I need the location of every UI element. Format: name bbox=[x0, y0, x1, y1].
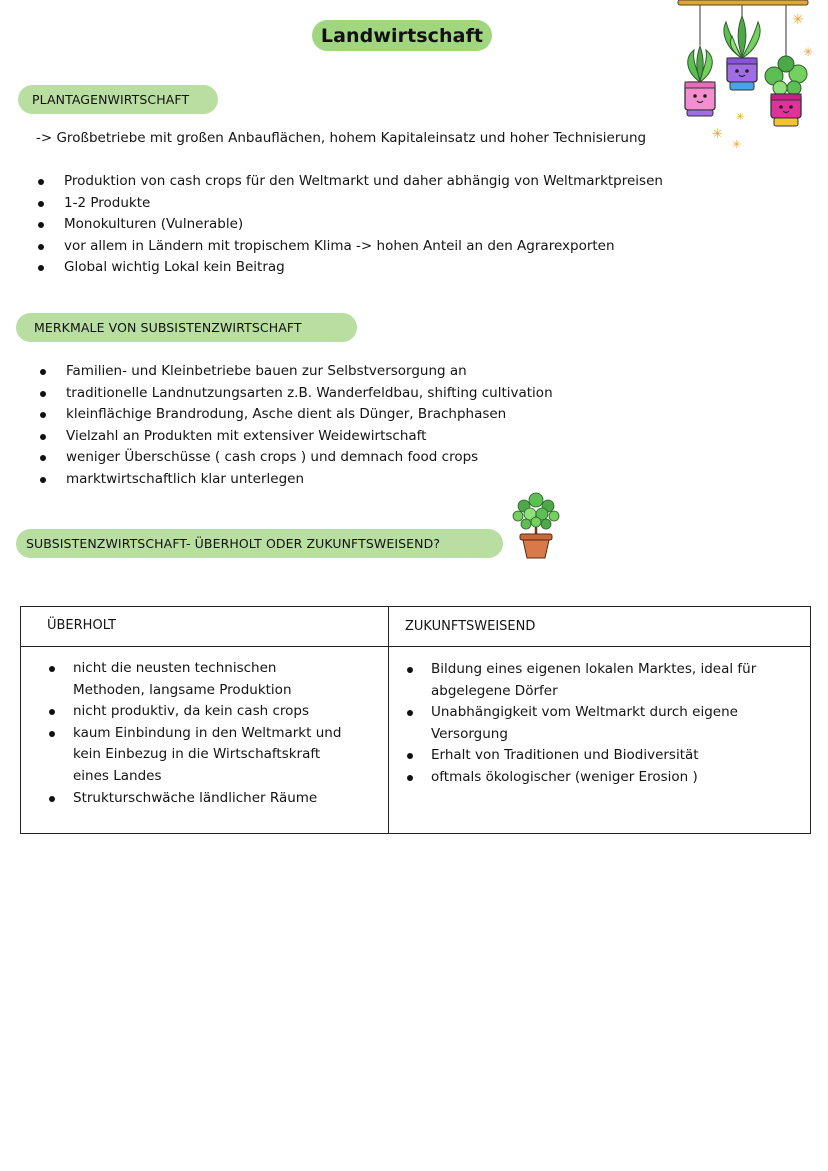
svg-text:✳: ✳ bbox=[712, 127, 723, 142]
svg-text:✳: ✳ bbox=[732, 138, 742, 150]
comparison-table bbox=[20, 606, 811, 834]
svg-text:✳: ✳ bbox=[792, 12, 804, 28]
svg-text:✳: ✳ bbox=[803, 45, 814, 59]
list-item: Strukturschwäche ländlicher Räume bbox=[49, 788, 349, 810]
list-item: weniger Überschüsse ( cash crops ) und demnach food crops bbox=[38, 447, 553, 469]
list-item: Produktion von cash crops für den Weltmarkt und daher abhängig von Weltmarktpreisen bbox=[36, 171, 663, 193]
list-item: Unabhängigkeit vom Weltmarkt durch eigene Versorgung bbox=[407, 702, 757, 745]
list-item: Vielzahl an Produkten mit extensiver Weidewirtschaft bbox=[38, 426, 553, 448]
list-item: Monokulturen (Vulnerable) bbox=[36, 214, 663, 236]
svg-text:✳: ✳ bbox=[736, 112, 745, 123]
section-heading-subsistenz: MERKMALE VON SUBSISTENZWIRTSCHAFT bbox=[16, 313, 357, 342]
list-item: Familien- und Kleinbetriebe bauen zur Selbstversorgung an bbox=[38, 361, 553, 383]
column-header-ueberholt: ÜBERHOLT bbox=[47, 618, 117, 633]
list-item: Bildung eines eigenen lokalen Marktes, ideal für abgelegene Dörfer bbox=[407, 659, 757, 702]
zukunftsweisend-list bbox=[407, 659, 757, 789]
header-divider bbox=[21, 646, 810, 647]
potted-tree-icon bbox=[508, 490, 564, 562]
list-item: kleinflächige Brandrodung, Asche dient als Dünger, Brachphasen bbox=[38, 404, 553, 426]
list-item: traditionelle Landnutzungsarten z.B. Wanderfeldbau, shifting cultivation bbox=[38, 383, 553, 405]
list-item: vor allem in Ländern mit tropischem Klima -> hohen Anteil an den Agrarexporten bbox=[36, 236, 663, 258]
list-item: Global wichtig Lokal kein Beitrag bbox=[36, 257, 663, 279]
page-title: Landwirtschaft bbox=[312, 20, 492, 51]
column-divider bbox=[388, 607, 389, 833]
subsistenz-list bbox=[38, 361, 553, 491]
list-item: oftmals ökologischer (weniger Erosion ) bbox=[407, 767, 757, 789]
plantagen-list bbox=[36, 171, 663, 279]
plantagen-intro: -> Großbetriebe mit großen Anbauflächen, hohem Kapitaleinsatz und hoher Technisierung bbox=[36, 130, 647, 146]
list-item: 1-2 Produkte bbox=[36, 193, 663, 215]
list-item: nicht die neusten technischen Methoden, langsame Produktion bbox=[49, 658, 349, 701]
list-item: Erhalt von Traditionen und Biodiversität bbox=[407, 745, 757, 767]
section-heading-vergleich: SUBSISTENZWIRTSCHAFT- ÜBERHOLT ODER ZUKUNFTSWEISEND? bbox=[16, 529, 503, 558]
list-item: nicht produktiv, da kein cash crops bbox=[49, 701, 349, 723]
column-header-zukunftsweisend: ZUKUNFTSWEISEND bbox=[405, 619, 536, 634]
section-heading-plantagen: PLANTAGENWIRTSCHAFT bbox=[18, 85, 218, 114]
list-item: marktwirtschaftlich klar unterlegen bbox=[38, 469, 553, 491]
ueberholt-list bbox=[49, 658, 349, 809]
list-item: kaum Einbindung in den Weltmarkt und kein Einbezug in die Wirtschaftskraft eines Landes bbox=[49, 723, 349, 788]
hanging-plants-icon bbox=[672, 0, 828, 150]
